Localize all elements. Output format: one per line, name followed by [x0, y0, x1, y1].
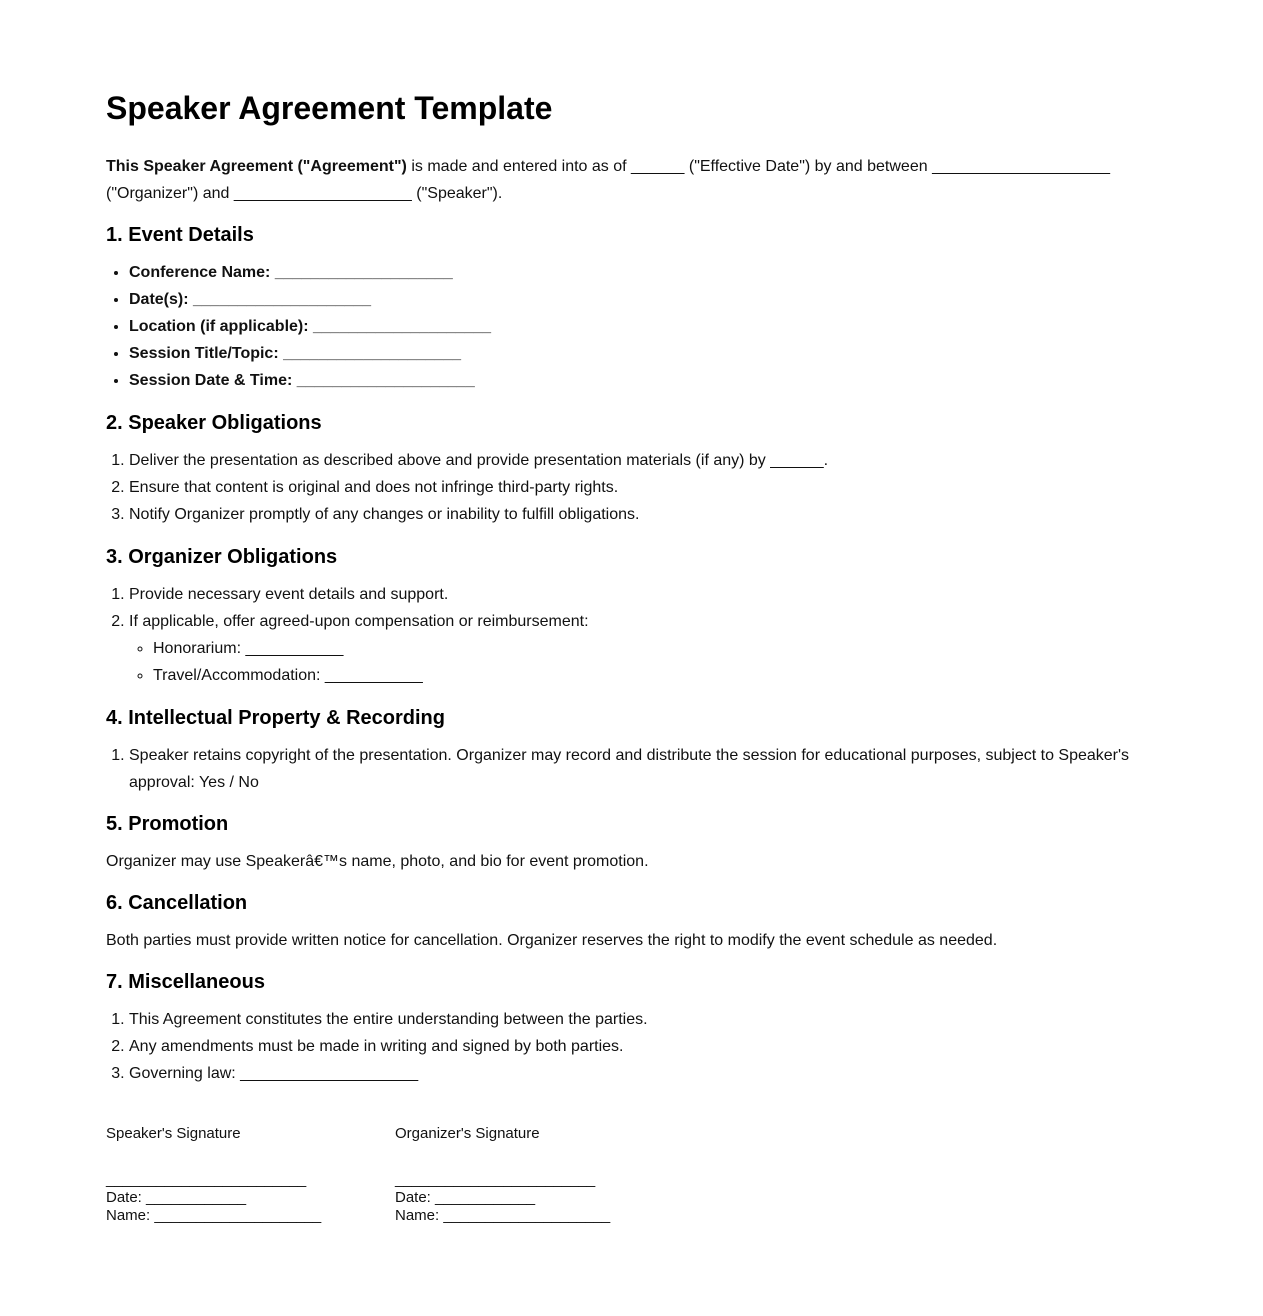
intro-bold-lead: This Speaker Agreement ("Agreement") [106, 158, 407, 175]
compensation-travel: ◦ Travel/Accommodation: ___________ [153, 662, 1146, 689]
section-heading-event-details: 1. Event Details [106, 224, 254, 246]
promotion-text: Organizer may use Speakerâ€™s name, photo, and bio for event promotion. [106, 853, 649, 870]
speaker-signature-block [106, 1125, 321, 1225]
organizer-obligation-item: 1. Provide necessary event details and support. [129, 581, 1146, 608]
section-heading-intellectual-property: 4. Intellectual Property & Recording [106, 707, 445, 729]
intellectual-property-item: 1. Speaker retains copyright of the presentation. Organizer may record and distribute the session for educational purposes, subject to Speaker's approval: Yes / No [129, 742, 1136, 796]
event-details-list [106, 259, 1146, 394]
speaker-obligation-item: 3. Notify Organizer promptly of any changes or inability to fulfill obligations. [129, 501, 1146, 528]
organizer-signature-line: ________________________ [395, 1171, 596, 1188]
intro-paragraph [106, 153, 1146, 207]
speaker-obligations-list [106, 447, 1146, 528]
organizer-obligation-text: If applicable, offer agreed-upon compensation or reimbursement: [129, 613, 589, 630]
organizer-signature-date: Date: ____________ [395, 1189, 536, 1206]
event-detail-session-title: • Session Title/Topic: ____________________ [129, 340, 1146, 367]
section-heading-miscellaneous: 7. Miscellaneous [106, 971, 265, 993]
miscellaneous-governing-law: 3. Governing law: ____________________ [129, 1060, 1146, 1087]
event-detail-conference-name: • Conference Name: ____________________ [129, 259, 1146, 286]
speaker-obligation-item: 2. Ensure that content is original and does not infringe third-party rights. [129, 474, 1146, 501]
section-heading-organizer-obligations: 3. Organizer Obligations [106, 546, 338, 568]
miscellaneous-list [106, 1006, 1146, 1087]
miscellaneous-item: 2. Any amendments must be made in writing and signed by both parties. [129, 1033, 1146, 1060]
speaker-signature-name: Name: ____________________ [106, 1207, 322, 1224]
organizer-signature-label: Organizer's Signature [395, 1125, 540, 1142]
miscellaneous-item: 1. This Agreement constitutes the entire understanding between the parties. [129, 1006, 1146, 1033]
speaker-signature-date: Date: ____________ [106, 1189, 247, 1206]
event-detail-session-date-time: • Session Date & Time: ____________________ [129, 367, 1146, 394]
organizer-signature-block [395, 1125, 610, 1225]
intellectual-property-list [106, 742, 1136, 796]
speaker-signature-line: ________________________ [106, 1171, 307, 1188]
compensation-sublist [129, 635, 1146, 689]
cancellation-text: Both parties must provide written notice for cancellation. Organizer reserves the right to modify the event schedule as needed. [106, 932, 998, 949]
section-heading-promotion: 5. Promotion [106, 813, 229, 835]
intro-text: is made and entered into as of ______ ("Effective Date") by and between ____________________ ("Organizer") and ____________________ ("Speaker"). [106, 158, 1111, 202]
compensation-honorarium: ◦ Honorarium: ___________ [153, 635, 1146, 662]
organizer-obligations-list [106, 581, 1146, 689]
document-title: Speaker Agreement Template [106, 90, 553, 126]
event-detail-location: • Location (if applicable): ____________________ [129, 313, 1146, 340]
section-heading-speaker-obligations: 2. Speaker Obligations [106, 412, 322, 434]
speaker-signature-label: Speaker's Signature [106, 1125, 241, 1142]
speaker-obligation-item: 1. Deliver the presentation as described above and provide presentation materials (if any) by ______. [129, 447, 1146, 474]
organizer-signature-name: Name: ____________________ [395, 1207, 611, 1224]
event-detail-dates: • Date(s): ____________________ [129, 286, 1146, 313]
section-heading-cancellation: 6. Cancellation [106, 892, 248, 914]
organizer-obligation-item [129, 608, 1146, 689]
